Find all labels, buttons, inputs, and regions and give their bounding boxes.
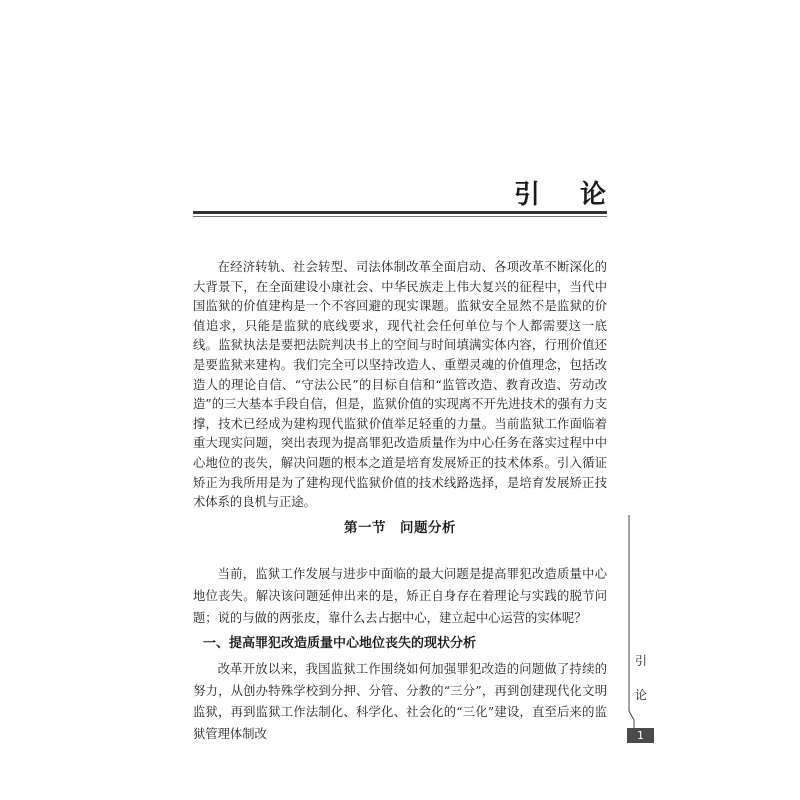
chapter-title-char-1: 引 <box>514 180 541 210</box>
chapter-title <box>470 172 610 212</box>
side-tab-char-1: 引 <box>635 654 648 668</box>
section-paragraph: 当前，监狱工作发展与进步中面临的最大问题是提高罪犯改造质量中心地位丧失。解决该问题延伸出来的是，矫正自身存在着理论与实践的脱节问题；说的与做的两张皮，靠什么去占据中心，建立起中心运营的实体呢？ <box>193 567 607 625</box>
section-title: 问题分析 <box>400 520 456 536</box>
page-number: 1 <box>627 728 654 743</box>
side-tab-char-2: 论 <box>635 688 648 702</box>
chapter-title-char-2: 论 <box>580 180 607 210</box>
subsection-heading: 一、提高罪犯改造质量中心地位丧失的现状分析 <box>203 636 477 651</box>
title-rule-thin <box>193 216 607 217</box>
section-heading <box>193 516 607 536</box>
subsection-paragraph: 改革开放以来，我国监狱工作围绕如何加强罪犯改造的问题做了持续的努力，从创办特殊学校到分押、分管、分教的“三分”，再到创建现代化文明监狱，再到监狱工作法制化、科学化、社会化的“三化”建设，直至后来的监狱管理体制改 <box>193 662 607 741</box>
section-number: 第一节 <box>344 520 386 536</box>
intro-paragraph: 在经济转轨、社会转型、司法体制改革全面启动、各项改革不断深化的大背景下，在全面建设小康社会、中华民族走上伟大复兴的征程中，当代中国监狱的价值建构是一个不容回避的现实课题。监狱安全显然不是监狱的价值追求，只能是监狱的底线要求，现代社会任何单位与个人都需要这一底线。监狱执法是要把法院判决书上的空间与时间填满实体内容，行刑价值还是要监狱来建构。我们完全可以坚持改造人、重塑灵魂的价值理念，包括改造人的理论自信、“守法公民”的目标自信和“监管改造、教育改造、劳动改造”的三大基本手段自信，但是，监狱价值的实现离不开先进技术的强有力支撑，技术已经成为建构现代监狱价值举足轻重的力量。当前监狱工作面临着重大现实问题，突出表现为提高罪犯改造质量作为中心任务在落实过程中中心地位的丧失，解决问题的根本之道是培育发展矫正的技术体系。引入循证矫正为我所用是为了建构现代监狱价值的技术线路选择，是培育发展矫正技术体系的良机与正途。 <box>193 260 607 510</box>
title-rule-thick <box>193 211 607 214</box>
side-tab-frame <box>628 515 654 745</box>
